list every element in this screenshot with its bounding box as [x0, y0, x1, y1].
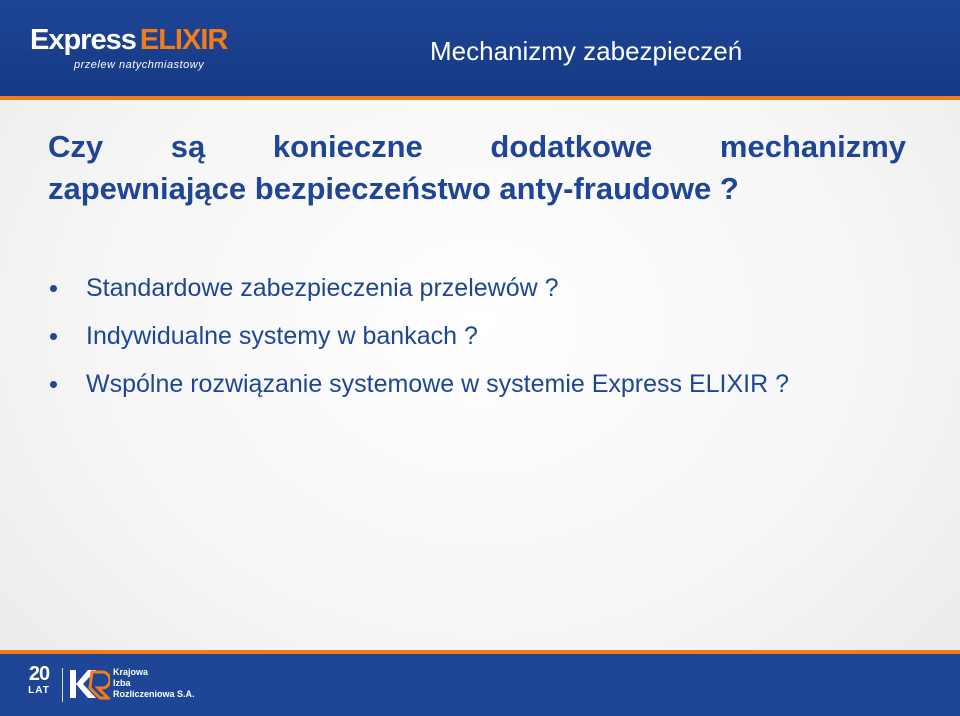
question-word: mechanizmy: [719, 129, 906, 164]
list-item-text: Indywidualne systemy w bankach ?: [86, 322, 478, 350]
question-heading: [48, 126, 906, 210]
logo-brand: [30, 24, 227, 57]
list-item-text: Standardowe zabezpieczenia przelewów ?: [86, 274, 559, 302]
logo-brand-main: Express: [30, 24, 136, 56]
anniversary-label: LAT: [28, 685, 50, 696]
kir-org-name: [113, 667, 195, 700]
kir-logo-icon: [70, 666, 110, 702]
list-item: [46, 312, 789, 360]
header-bar: [0, 0, 960, 96]
kir-org-name-line: Izba: [113, 678, 131, 688]
bullet-list: [46, 264, 789, 408]
question-word: dodatkowe: [490, 129, 653, 164]
logo-brand-accent: ELIXIR: [139, 24, 228, 56]
slide-title: Mechanizmy zabezpieczeń: [430, 36, 743, 66]
express-elixir-logo: [30, 24, 228, 80]
question-line-1: [48, 126, 906, 168]
kir-org-name-line: Rozliczeniowa S.A.: [113, 689, 195, 699]
anniversary-number: 20: [28, 663, 50, 685]
list-item-text: Wspólne rozwiązanie systemowe w systemie Express ELIXIR ?: [86, 370, 790, 398]
bullet-dot-icon: [50, 381, 57, 388]
logo-tagline: przelew natychmiastowy: [74, 59, 205, 71]
question-word: są: [170, 129, 206, 164]
list-item: [46, 264, 789, 312]
bullet-dot-icon: [50, 285, 57, 292]
footer-bar: [0, 654, 960, 716]
question-word: konieczne: [272, 129, 423, 164]
question-line-2: zapewniające bezpieczeństwo anty-fraudowe ?: [48, 171, 739, 206]
question-word: Czy: [48, 129, 104, 164]
anniversary-badge: [22, 664, 56, 698]
footer-divider: [62, 668, 63, 702]
list-item: [46, 360, 789, 408]
bullet-dot-icon: [50, 333, 57, 340]
header-accent-stripe: [0, 96, 960, 100]
kir-org-name-line: Krajowa: [113, 667, 149, 677]
